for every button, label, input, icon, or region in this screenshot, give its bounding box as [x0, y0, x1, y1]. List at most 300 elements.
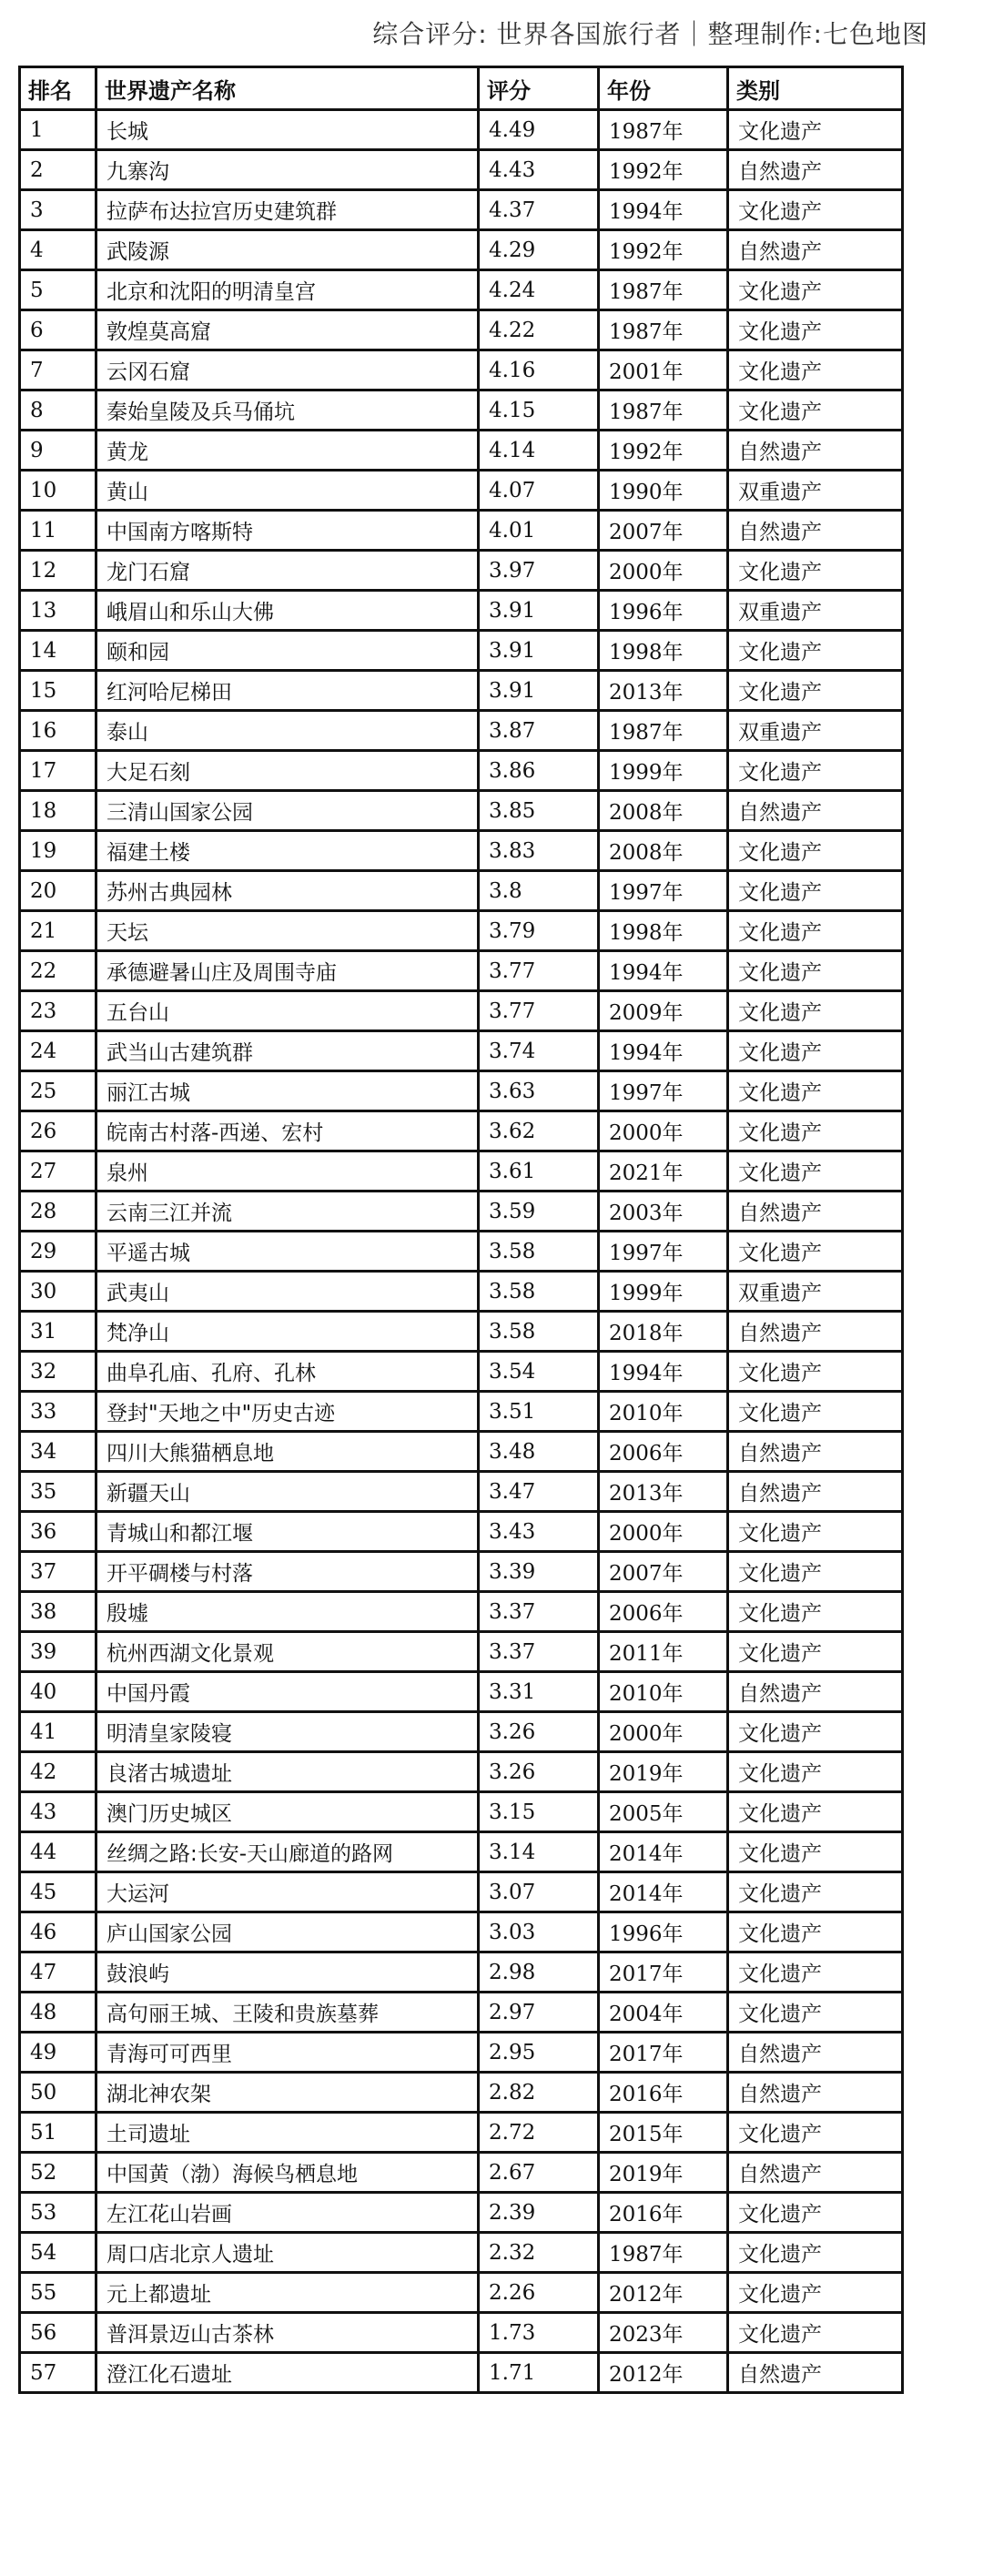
cell-name: 周口店北京人遗址 [96, 2233, 479, 2273]
table-row [20, 711, 903, 751]
table-row [20, 1993, 903, 2033]
cell-year: 1996年 [599, 591, 728, 631]
cell-category: 自然遗产 [728, 2033, 903, 2073]
table-row [20, 1151, 903, 1192]
cell-year: 2012年 [599, 2353, 728, 2393]
table-row [20, 2113, 903, 2153]
header-name: 世界遗产名称 [96, 67, 479, 110]
cell-name: 皖南古村落-西递、宏村 [96, 1111, 479, 1151]
table-row [20, 1512, 903, 1552]
cell-name: 中国黄（渤）海候鸟栖息地 [96, 2153, 479, 2193]
cell-name: 元上都遗址 [96, 2273, 479, 2313]
header-category: 类别 [728, 67, 903, 110]
cell-year: 1994年 [599, 951, 728, 991]
cell-year: 1997年 [599, 1071, 728, 1111]
cell-year: 2016年 [599, 2193, 728, 2233]
cell-category: 文化遗产 [728, 951, 903, 991]
cell-rank: 36 [20, 1512, 96, 1552]
cell-name: 红河哈尼梯田 [96, 671, 479, 711]
cell-category: 文化遗产 [728, 190, 903, 230]
cell-name: 大运河 [96, 1872, 479, 1912]
cell-name: 普洱景迈山古茶林 [96, 2313, 479, 2353]
cell-score: 3.58 [479, 1232, 599, 1272]
cell-score: 3.85 [479, 791, 599, 831]
table-row [20, 791, 903, 831]
table-row [20, 1872, 903, 1912]
table-row [20, 431, 903, 471]
cell-year: 2000年 [599, 551, 728, 591]
table-row [20, 1592, 903, 1632]
cell-category: 文化遗产 [728, 1232, 903, 1272]
table-row [20, 150, 903, 190]
table-row [20, 1071, 903, 1111]
cell-score: 1.71 [479, 2353, 599, 2393]
cell-year: 2011年 [599, 1632, 728, 1672]
cell-rank: 47 [20, 1952, 96, 1993]
cell-name: 左江花山岩画 [96, 2193, 479, 2233]
cell-category: 文化遗产 [728, 2233, 903, 2273]
cell-rank: 46 [20, 1912, 96, 1952]
cell-year: 2010年 [599, 1672, 728, 1712]
cell-score: 3.86 [479, 751, 599, 791]
cell-year: 2000年 [599, 1111, 728, 1151]
cell-rank: 12 [20, 551, 96, 591]
cell-category: 文化遗产 [728, 831, 903, 871]
cell-category: 自然遗产 [728, 1192, 903, 1232]
cell-name: 鼓浪屿 [96, 1952, 479, 1993]
table-row [20, 1712, 903, 1752]
cell-score: 2.95 [479, 2033, 599, 2073]
cell-rank: 50 [20, 2073, 96, 2113]
cell-score: 3.31 [479, 1672, 599, 1712]
table-row [20, 1752, 903, 1792]
cell-name: 长城 [96, 110, 479, 150]
cell-category: 文化遗产 [728, 350, 903, 390]
cell-name: 殷墟 [96, 1592, 479, 1632]
cell-score: 4.29 [479, 230, 599, 270]
header-score: 评分 [479, 67, 599, 110]
cell-score: 4.22 [479, 310, 599, 350]
cell-score: 4.24 [479, 270, 599, 310]
cell-year: 2005年 [599, 1792, 728, 1832]
cell-year: 1987年 [599, 390, 728, 431]
cell-year: 2004年 [599, 1993, 728, 2033]
table-row [20, 1672, 903, 1712]
cell-rank: 28 [20, 1192, 96, 1232]
cell-year: 2010年 [599, 1392, 728, 1432]
cell-score: 3.26 [479, 1712, 599, 1752]
cell-score: 3.91 [479, 671, 599, 711]
cell-rank: 43 [20, 1792, 96, 1832]
cell-score: 3.79 [479, 911, 599, 951]
cell-year: 2014年 [599, 1872, 728, 1912]
cell-score: 3.47 [479, 1472, 599, 1512]
cell-year: 1997年 [599, 871, 728, 911]
cell-year: 1992年 [599, 150, 728, 190]
cell-rank: 33 [20, 1392, 96, 1432]
cell-name: 泰山 [96, 711, 479, 751]
table-row [20, 1192, 903, 1232]
cell-name: 天坛 [96, 911, 479, 951]
cell-rank: 16 [20, 711, 96, 751]
cell-category: 自然遗产 [728, 511, 903, 551]
cell-rank: 4 [20, 230, 96, 270]
cell-name: 峨眉山和乐山大佛 [96, 591, 479, 631]
cell-score: 3.07 [479, 1872, 599, 1912]
table-row [20, 1632, 903, 1672]
cell-rank: 27 [20, 1151, 96, 1192]
cell-rank: 21 [20, 911, 96, 951]
cell-score: 2.97 [479, 1993, 599, 2033]
cell-rank: 52 [20, 2153, 96, 2193]
cell-category: 双重遗产 [728, 591, 903, 631]
cell-year: 1997年 [599, 1232, 728, 1272]
cell-rank: 9 [20, 431, 96, 471]
cell-score: 1.73 [479, 2313, 599, 2353]
cell-category: 文化遗产 [728, 310, 903, 350]
cell-score: 3.39 [479, 1552, 599, 1592]
cell-rank: 42 [20, 1752, 96, 1792]
table-row [20, 350, 903, 390]
cell-rank: 48 [20, 1993, 96, 2033]
table-row [20, 991, 903, 1031]
cell-score: 2.82 [479, 2073, 599, 2113]
cell-category: 文化遗产 [728, 1512, 903, 1552]
cell-category: 文化遗产 [728, 1752, 903, 1792]
cell-score: 3.48 [479, 1432, 599, 1472]
cell-category: 文化遗产 [728, 551, 903, 591]
cell-category: 自然遗产 [728, 1312, 903, 1352]
cell-score: 3.91 [479, 591, 599, 631]
table-row [20, 2153, 903, 2193]
cell-name: 黄山 [96, 471, 479, 511]
cell-year: 2019年 [599, 2153, 728, 2193]
cell-year: 1996年 [599, 1912, 728, 1952]
cell-name: 云南三江并流 [96, 1192, 479, 1232]
page-caption: 综合评分: 世界各国旅行者｜整理制作:七色地图 [372, 19, 928, 49]
cell-category: 双重遗产 [728, 711, 903, 751]
cell-name: 湖北神农架 [96, 2073, 479, 2113]
cell-year: 2000年 [599, 1712, 728, 1752]
cell-score: 4.01 [479, 511, 599, 551]
cell-year: 2021年 [599, 1151, 728, 1192]
cell-year: 1999年 [599, 1272, 728, 1312]
table-row [20, 1912, 903, 1952]
cell-category: 文化遗产 [728, 1993, 903, 2033]
cell-category: 文化遗产 [728, 1832, 903, 1872]
table-row [20, 671, 903, 711]
cell-score: 3.43 [479, 1512, 599, 1552]
cell-name: 土司遗址 [96, 2113, 479, 2153]
cell-name: 九寨沟 [96, 150, 479, 190]
cell-year: 1987年 [599, 310, 728, 350]
cell-category: 文化遗产 [728, 1352, 903, 1392]
table-row [20, 751, 903, 791]
table-row [20, 591, 903, 631]
cell-year: 2006年 [599, 1592, 728, 1632]
cell-category: 自然遗产 [728, 230, 903, 270]
cell-score: 2.32 [479, 2233, 599, 2273]
table-row [20, 230, 903, 270]
table-row [20, 190, 903, 230]
cell-rank: 34 [20, 1432, 96, 1472]
table-row [20, 631, 903, 671]
cell-category: 自然遗产 [728, 2073, 903, 2113]
cell-rank: 11 [20, 511, 96, 551]
cell-category: 文化遗产 [728, 1031, 903, 1071]
cell-year: 1987年 [599, 110, 728, 150]
cell-rank: 18 [20, 791, 96, 831]
cell-year: 1992年 [599, 431, 728, 471]
cell-year: 1987年 [599, 2233, 728, 2273]
cell-rank: 7 [20, 350, 96, 390]
cell-year: 2008年 [599, 831, 728, 871]
cell-score: 4.14 [479, 431, 599, 471]
cell-score: 2.67 [479, 2153, 599, 2193]
cell-rank: 41 [20, 1712, 96, 1752]
cell-rank: 22 [20, 951, 96, 991]
cell-score: 4.16 [479, 350, 599, 390]
cell-year: 2014年 [599, 1832, 728, 1872]
table-row [20, 871, 903, 911]
table-row [20, 471, 903, 511]
cell-name: 武当山古建筑群 [96, 1031, 479, 1071]
cell-category: 文化遗产 [728, 871, 903, 911]
cell-name: 五台山 [96, 991, 479, 1031]
cell-category: 文化遗产 [728, 1071, 903, 1111]
cell-rank: 49 [20, 2033, 96, 2073]
cell-name: 苏州古典园林 [96, 871, 479, 911]
cell-year: 2018年 [599, 1312, 728, 1352]
cell-score: 3.58 [479, 1272, 599, 1312]
cell-rank: 44 [20, 1832, 96, 1872]
cell-rank: 35 [20, 1472, 96, 1512]
cell-rank: 24 [20, 1031, 96, 1071]
cell-category: 文化遗产 [728, 631, 903, 671]
heritage-ranking-table [18, 66, 904, 2394]
cell-rank: 56 [20, 2313, 96, 2353]
cell-score: 3.59 [479, 1192, 599, 1232]
table-body [20, 110, 903, 2393]
cell-category: 文化遗产 [728, 1632, 903, 1672]
cell-rank: 38 [20, 1592, 96, 1632]
cell-category: 文化遗产 [728, 2273, 903, 2313]
cell-rank: 20 [20, 871, 96, 911]
cell-name: 登封"天地之中"历史古迹 [96, 1392, 479, 1432]
cell-category: 文化遗产 [728, 2193, 903, 2233]
cell-year: 1987年 [599, 711, 728, 751]
cell-score: 3.37 [479, 1592, 599, 1632]
cell-rank: 30 [20, 1272, 96, 1312]
cell-rank: 39 [20, 1632, 96, 1672]
cell-score: 3.87 [479, 711, 599, 751]
cell-category: 文化遗产 [728, 1712, 903, 1752]
cell-rank: 51 [20, 2113, 96, 2153]
cell-name: 武陵源 [96, 230, 479, 270]
cell-name: 曲阜孔庙、孔府、孔林 [96, 1352, 479, 1392]
table-row [20, 270, 903, 310]
cell-rank: 17 [20, 751, 96, 791]
table-row [20, 911, 903, 951]
cell-year: 1987年 [599, 270, 728, 310]
cell-year: 2009年 [599, 991, 728, 1031]
cell-name: 武夷山 [96, 1272, 479, 1312]
table-row [20, 2193, 903, 2233]
cell-name: 中国南方喀斯特 [96, 511, 479, 551]
cell-category: 文化遗产 [728, 1392, 903, 1432]
cell-year: 1998年 [599, 911, 728, 951]
cell-score: 3.15 [479, 1792, 599, 1832]
cell-name: 云冈石窟 [96, 350, 479, 390]
cell-category: 自然遗产 [728, 431, 903, 471]
table-row [20, 1111, 903, 1151]
cell-year: 2013年 [599, 671, 728, 711]
cell-category: 文化遗产 [728, 2113, 903, 2153]
table-row [20, 1832, 903, 1872]
cell-name: 丝绸之路:长安-天山廊道的路网 [96, 1832, 479, 1872]
header-row [20, 67, 903, 110]
cell-year: 1990年 [599, 471, 728, 511]
table-row [20, 1312, 903, 1352]
cell-score: 3.77 [479, 991, 599, 1031]
cell-score: 3.74 [479, 1031, 599, 1071]
cell-year: 2016年 [599, 2073, 728, 2113]
cell-name: 承德避暑山庄及周围寺庙 [96, 951, 479, 991]
table-row [20, 1272, 903, 1312]
cell-score: 2.98 [479, 1952, 599, 1993]
cell-year: 2019年 [599, 1752, 728, 1792]
cell-category: 文化遗产 [728, 1872, 903, 1912]
cell-category: 文化遗产 [728, 110, 903, 150]
cell-score: 3.97 [479, 551, 599, 591]
cell-category: 自然遗产 [728, 1472, 903, 1512]
cell-score: 3.54 [479, 1352, 599, 1392]
cell-score: 3.26 [479, 1752, 599, 1792]
cell-rank: 25 [20, 1071, 96, 1111]
cell-rank: 5 [20, 270, 96, 310]
table-row [20, 1432, 903, 1472]
cell-year: 2023年 [599, 2313, 728, 2353]
cell-name: 拉萨布达拉宫历史建筑群 [96, 190, 479, 230]
cell-year: 2017年 [599, 1952, 728, 1993]
cell-year: 2012年 [599, 2273, 728, 2313]
cell-category: 文化遗产 [728, 270, 903, 310]
cell-year: 1994年 [599, 190, 728, 230]
cell-category: 文化遗产 [728, 1151, 903, 1192]
table-row [20, 1232, 903, 1272]
cell-rank: 54 [20, 2233, 96, 2273]
table-row [20, 551, 903, 591]
table-row [20, 1552, 903, 1592]
cell-year: 1998年 [599, 631, 728, 671]
cell-category: 文化遗产 [728, 390, 903, 431]
cell-rank: 31 [20, 1312, 96, 1352]
cell-rank: 53 [20, 2193, 96, 2233]
table-row [20, 2273, 903, 2313]
cell-rank: 6 [20, 310, 96, 350]
cell-category: 自然遗产 [728, 150, 903, 190]
cell-score: 3.63 [479, 1071, 599, 1111]
table-row [20, 2073, 903, 2113]
cell-category: 自然遗产 [728, 2153, 903, 2193]
cell-rank: 1 [20, 110, 96, 150]
cell-year: 2001年 [599, 350, 728, 390]
cell-score: 3.58 [479, 1312, 599, 1352]
cell-year: 2000年 [599, 1512, 728, 1552]
header-year: 年份 [599, 67, 728, 110]
cell-year: 2007年 [599, 1552, 728, 1592]
cell-name: 敦煌莫高窟 [96, 310, 479, 350]
cell-name: 开平碉楼与村落 [96, 1552, 479, 1592]
table-row [20, 310, 903, 350]
cell-name: 梵净山 [96, 1312, 479, 1352]
cell-rank: 26 [20, 1111, 96, 1151]
cell-year: 1999年 [599, 751, 728, 791]
cell-category: 双重遗产 [728, 1272, 903, 1312]
cell-score: 3.77 [479, 951, 599, 991]
cell-score: 3.8 [479, 871, 599, 911]
cell-year: 2013年 [599, 1472, 728, 1512]
cell-name: 庐山国家公园 [96, 1912, 479, 1952]
cell-year: 2017年 [599, 2033, 728, 2073]
cell-name: 黄龙 [96, 431, 479, 471]
cell-score: 3.51 [479, 1392, 599, 1432]
cell-name: 泉州 [96, 1151, 479, 1192]
cell-category: 文化遗产 [728, 1592, 903, 1632]
cell-category: 双重遗产 [728, 471, 903, 511]
cell-category: 文化遗产 [728, 911, 903, 951]
cell-year: 1994年 [599, 1031, 728, 1071]
cell-category: 文化遗产 [728, 1111, 903, 1151]
cell-rank: 29 [20, 1232, 96, 1272]
table-row [20, 511, 903, 551]
cell-name: 福建土楼 [96, 831, 479, 871]
cell-score: 3.03 [479, 1912, 599, 1952]
cell-name: 澄江化石遗址 [96, 2353, 479, 2393]
cell-rank: 2 [20, 150, 96, 190]
table-row [20, 390, 903, 431]
cell-year: 1992年 [599, 230, 728, 270]
cell-rank: 57 [20, 2353, 96, 2393]
cell-rank: 19 [20, 831, 96, 871]
table-row [20, 2033, 903, 2073]
cell-rank: 14 [20, 631, 96, 671]
table-row [20, 1392, 903, 1432]
cell-category: 文化遗产 [728, 671, 903, 711]
cell-year: 2008年 [599, 791, 728, 831]
cell-rank: 23 [20, 991, 96, 1031]
cell-name: 杭州西湖文化景观 [96, 1632, 479, 1672]
cell-score: 4.43 [479, 150, 599, 190]
table-row [20, 1031, 903, 1071]
cell-name: 龙门石窟 [96, 551, 479, 591]
table-row [20, 2353, 903, 2393]
cell-name: 青城山和都江堰 [96, 1512, 479, 1552]
table-row [20, 1792, 903, 1832]
cell-score: 4.07 [479, 471, 599, 511]
cell-year: 2003年 [599, 1192, 728, 1232]
cell-category: 文化遗产 [728, 2313, 903, 2353]
cell-category: 文化遗产 [728, 751, 903, 791]
table-row [20, 1952, 903, 1993]
cell-name: 新疆天山 [96, 1472, 479, 1512]
cell-category: 自然遗产 [728, 2353, 903, 2393]
table-row [20, 2233, 903, 2273]
cell-year: 2015年 [599, 2113, 728, 2153]
table-row [20, 1352, 903, 1392]
cell-rank: 13 [20, 591, 96, 631]
cell-name: 青海可可西里 [96, 2033, 479, 2073]
